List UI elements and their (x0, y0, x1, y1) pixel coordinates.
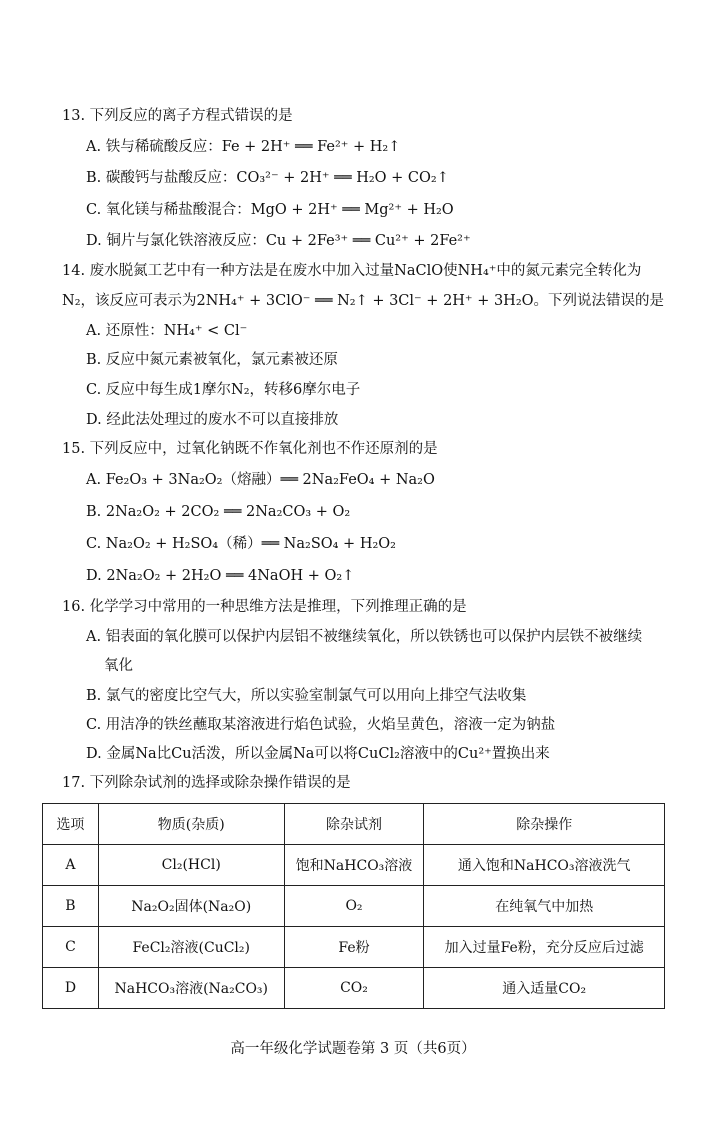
q14-option-d: D. 经此法处理过的废水不可以直接排放 (86, 412, 339, 428)
table-header-cell: 除杂操作 (424, 804, 665, 845)
table-cell: 饱和NaHCO₃溶液 (284, 845, 424, 886)
table-row (43, 927, 665, 968)
q17-table (42, 803, 665, 1009)
q13-option-a: A. 铁与稀硫酸反应：Fe + 2H⁺ ══ Fe²⁺ + H₂↑ (86, 139, 401, 155)
table-header-cell: 选项 (43, 804, 99, 845)
table-cell: B (43, 886, 99, 927)
table-cell: 在纯氧气中加热 (424, 886, 665, 927)
q13-stem: 13. 下列反应的离子方程式错误的是 (62, 108, 293, 124)
table-cell: CO₂ (284, 968, 424, 1009)
q16-stem: 16. 化学学习中常用的一种思维方法是推理，下列推理正确的是 (62, 599, 467, 615)
q15-option-a: A. Fe₂O₃ + 3Na₂O₂（熔融）══ 2Na₂FeO₄ + Na₂O (86, 472, 435, 488)
table-row (43, 845, 665, 886)
table-cell: NaHCO₃溶液(Na₂CO₃) (98, 968, 284, 1009)
q13-option-d: D. 铜片与氯化铁溶液反应：Cu + 2Fe³⁺ ══ Cu²⁺ + 2Fe²⁺ (86, 233, 471, 249)
table-cell: Fe粉 (284, 927, 424, 968)
table-header-row (43, 804, 665, 845)
table-header-cell: 除杂试剂 (284, 804, 424, 845)
table-cell: FeCl₂溶液(CuCl₂) (98, 927, 284, 968)
table-cell: 通入饱和NaHCO₃溶液洗气 (424, 845, 665, 886)
table-cell: C (43, 927, 99, 968)
q15-option-b: B. 2Na₂O₂ + 2CO₂ ══ 2Na₂CO₃ + O₂ (86, 504, 351, 520)
table-cell: Cl₂(HCl) (98, 845, 284, 886)
table-cell: O₂ (284, 886, 424, 927)
page-footer: 高一年级化学试题卷第 3 页（共6页） (230, 1041, 476, 1057)
q17-stem: 17. 下列除杂试剂的选择或除杂操作错误的是 (62, 775, 351, 791)
q16-option-a-line2: 氧化 (104, 658, 133, 674)
q15-option-d: D. 2Na₂O₂ + 2H₂O ══ 4NaOH + O₂↑ (86, 568, 355, 584)
q13-option-c: C. 氧化镁与稀盐酸混合：MgO + 2H⁺ ══ Mg²⁺ + H₂O (86, 202, 454, 218)
q16-option-a-line1: A. 铝表面的氧化膜可以保护内层铝不被继续氧化，所以铁锈也可以保护内层铁不被继续 (86, 629, 643, 645)
q15-stem: 15. 下列反应中，过氧化钠既不作氧化剂也不作还原剂的是 (62, 441, 438, 457)
q14-stem-line1: 14. 废水脱氮工艺中有一种方法是在废水中加入过量NaClO使NH₄⁺中的氮元素完全转化为 (62, 263, 642, 279)
table-header-cell: 物质(杂质) (98, 804, 284, 845)
q14-option-b: B. 反应中氮元素被氧化，氯元素被还原 (86, 352, 338, 368)
q14-stem-line2: N₂，该反应可表示为2NH₄⁺ + 3ClO⁻ ══ N₂↑ + 3Cl⁻ + 2H⁺ + 3H₂O。下列说法错误的是 (62, 293, 665, 309)
q16-option-c: C. 用洁净的铁丝蘸取某溶液进行焰色试验，火焰呈黄色，溶液一定为钠盐 (86, 717, 556, 733)
q14-option-a: A. 还原性：NH₄⁺ < Cl⁻ (86, 323, 248, 339)
table-cell: 加入过量Fe粉，充分反应后过滤 (424, 927, 665, 968)
q16-option-d: D. 金属Na比Cu活泼，所以金属Na可以将CuCl₂溶液中的Cu²⁺置换出来 (86, 746, 550, 762)
table-cell: D (43, 968, 99, 1009)
q16-option-b: B. 氯气的密度比空气大，所以实验室制氯气可以用向上排空气法收集 (86, 688, 527, 704)
table-cell: 通入适量CO₂ (424, 968, 665, 1009)
q13-option-b: B. 碳酸钙与盐酸反应：CO₃²⁻ + 2H⁺ ══ H₂O + CO₂↑ (86, 170, 449, 186)
table-cell: Na₂O₂固体(Na₂O) (98, 886, 284, 927)
table-row (43, 886, 665, 927)
q14-option-c: C. 反应中每生成1摩尔N₂，转移6摩尔电子 (86, 382, 361, 398)
q15-option-c: C. Na₂O₂ + H₂SO₄（稀）══ Na₂SO₄ + H₂O₂ (86, 536, 396, 552)
table-row (43, 968, 665, 1009)
table-cell: A (43, 845, 99, 886)
